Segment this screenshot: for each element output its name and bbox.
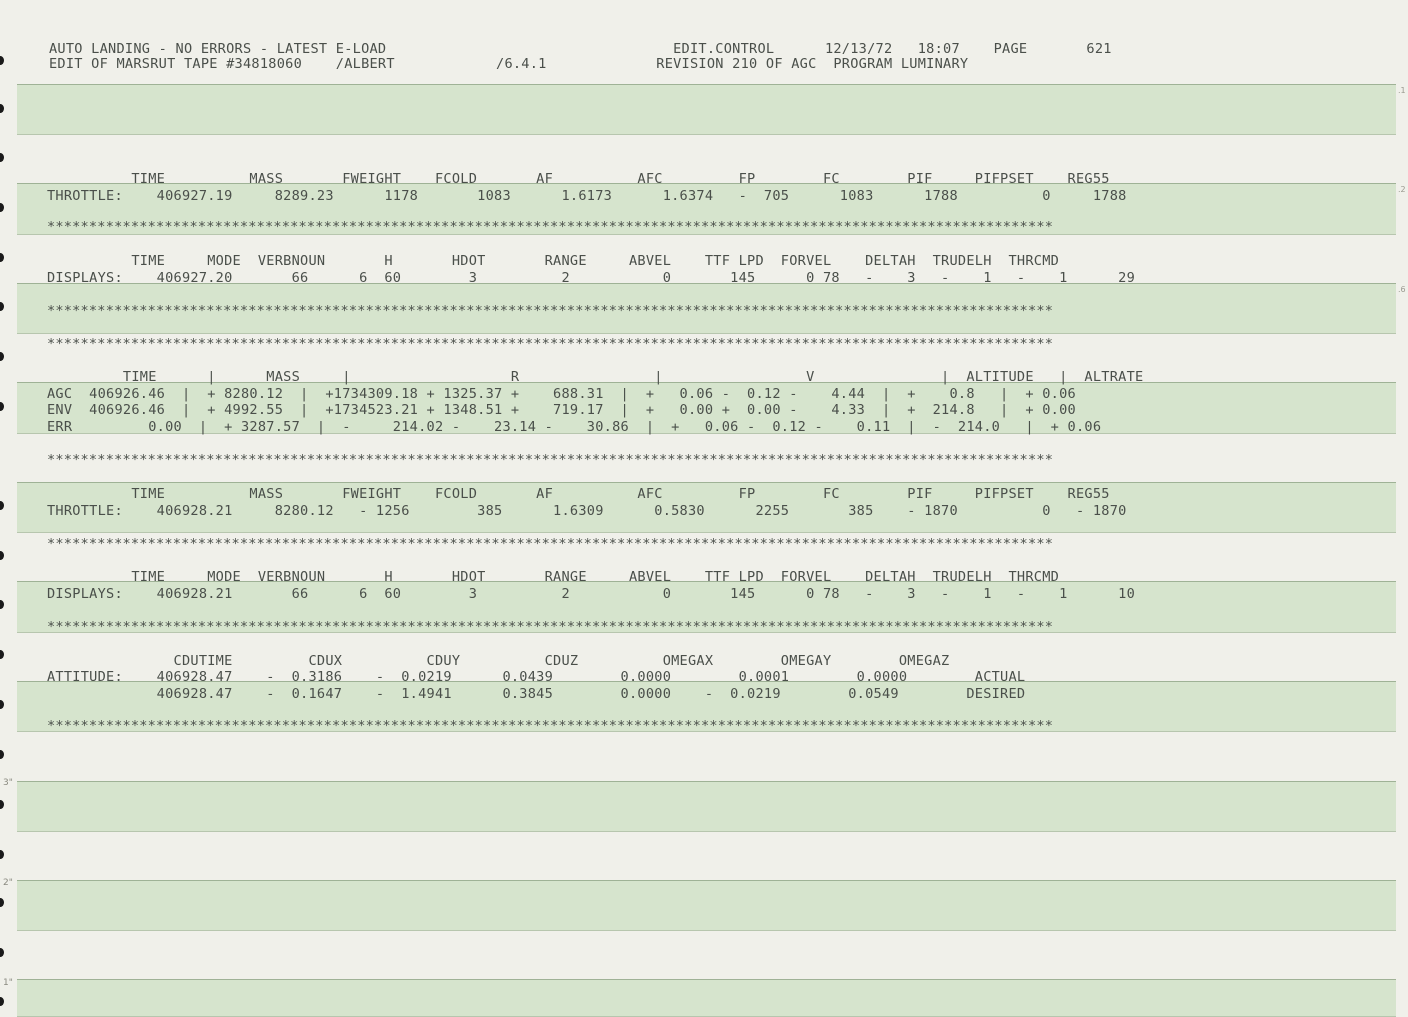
paper-band [17,781,1396,832]
asterisk-separator: ************************************************************************************************************************ [47,718,1054,734]
asterisk-separator: ************************************************************************************************************************ [47,336,1054,352]
feed-hole [0,700,4,709]
feed-hole [0,153,4,162]
inch-mark: 3" [3,778,13,788]
throttle-values: THROTTLE: 406928.21 8280.12 - 1256 385 1.6309 0.5830 2255 385 - 1870 0 - 1870 [47,503,1127,519]
state-row-env: ENV 406926.46 | + 4992.55 | +1734523.21 + 1348.51 + 719.17 | + 0.00 + 0.00 - 4.33 | + 214.8 | + 0.00 [47,402,1076,418]
state-row-agc: AGC 406926.46 | + 8280.12 | +1734309.18 + 1325.37 + 688.31 | + 0.06 - 0.12 - 4.44 | + 0.8 | + 0.06 [47,386,1076,402]
feed-hole [0,253,4,262]
throttle-header: TIME MASS FWEIGHT FCOLD AF AFC FP FC PIF PIFPSET REG55 [47,171,1110,187]
feed-hole [0,750,4,759]
edge-mark: .2 [1398,185,1406,194]
attitude-header: CDUTIME CDUX CDUY CDUZ OMEGAX OMEGAY OMEGAZ [47,653,950,669]
edge-mark: .1 [1398,86,1406,95]
report-header-line-1: AUTO LANDING - NO ERRORS - LATEST E-LOAD EDIT.CONTROL 12/13/72 18:07 PAGE 621 [49,41,1112,57]
feed-hole [0,352,4,361]
feed-hole [0,501,4,510]
state-row-err: ERR 0.00 | + 3287.57 | - 214.02 - 23.14 - 30.86 | + 0.06 - 0.12 - 0.11 | - 214.0 | + 0.06 [47,419,1102,435]
throttle-header: TIME MASS FWEIGHT FCOLD AF AFC FP FC PIF PIFPSET REG55 [47,486,1110,502]
inch-mark: 2" [3,878,13,888]
throttle-values: THROTTLE: 406927.19 8289.23 1178 1083 1.6173 1.6374 - 705 1083 1788 0 1788 [47,188,1127,204]
paper-band [17,979,1396,1017]
feed-hole [0,56,4,65]
displays-header: TIME MODE VERBNOUN H HDOT RANGE ABVEL TTF LPD FORVEL DELTAH TRUDELH THRCMD [47,253,1060,269]
attitude-desired: 406928.47 - 0.1647 - 1.4941 0.3845 0.0000 - 0.0219 0.0549 DESIRED [47,686,1026,702]
feed-hole [0,850,4,859]
paper-band [17,880,1396,931]
feed-hole [0,898,4,907]
asterisk-separator: ************************************************************************************************************************ [47,536,1054,552]
paper-band [17,84,1396,135]
attitude-actual: ATTITUDE: 406928.47 - 0.3186 - 0.0219 0.0439 0.0000 0.0001 0.0000 ACTUAL [47,669,1026,685]
state-header: TIME | MASS | R | V | ALTITUDE | ALTRATE [47,369,1144,385]
asterisk-separator: ************************************************************************************************************************ [47,219,1054,235]
asterisk-separator: ************************************************************************************************************************ [47,619,1054,635]
feed-hole [0,104,4,113]
displays-header: TIME MODE VERBNOUN H HDOT RANGE ABVEL TTF LPD FORVEL DELTAH TRUDELH THRCMD [47,569,1060,585]
feed-hole [0,203,4,212]
feed-hole [0,402,4,411]
inch-mark: 1" [3,978,13,988]
feed-hole [0,302,4,311]
feed-hole [0,650,4,659]
displays-values: DISPLAYS: 406927.20 66 6 60 3 2 0 145 0 78 - 3 - 1 - 1 29 [47,270,1136,286]
feed-hole [0,600,4,609]
feed-hole [0,997,4,1006]
asterisk-separator: ************************************************************************************************************************ [47,303,1054,319]
displays-values: DISPLAYS: 406928.21 66 6 60 3 2 0 145 0 78 - 3 - 1 - 1 10 [47,586,1136,602]
feed-hole [0,948,4,957]
asterisk-separator: ************************************************************************************************************************ [47,452,1054,468]
feed-hole [0,551,4,560]
edge-mark: .6 [1398,285,1406,294]
report-header-line-2: EDIT OF MARSRUT TAPE #34818060 /ALBERT /6.4.1 REVISION 210 OF AGC PROGRAM LUMINARY [49,56,969,72]
feed-hole [0,800,4,809]
